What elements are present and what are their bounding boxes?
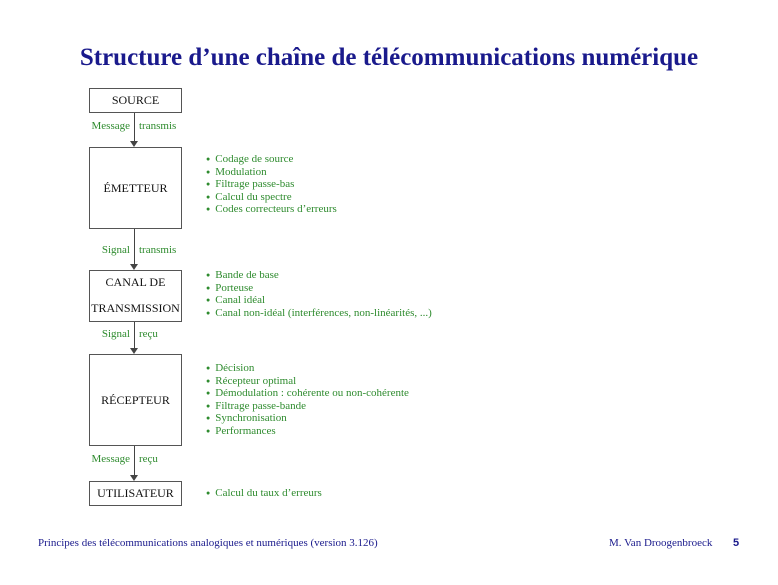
arrow-recepteur-utilisateur [134, 446, 135, 475]
emetteur-label: ÉMETTEUR [103, 180, 168, 195]
arrowhead-canal-recepteur [130, 348, 138, 354]
arrowhead-source-emetteur [130, 141, 138, 147]
recepteur-list [206, 362, 409, 438]
source-box [89, 88, 182, 113]
recepteur-label: RÉCEPTEUR [101, 392, 170, 407]
list-item: ● Démodulation : cohérente ou non-cohérente [206, 387, 409, 400]
source-label: SOURCE [111, 93, 160, 107]
footer-course-title: Principes des télécommunications analogiques et numériques (version 3.126) [38, 537, 378, 549]
emetteur-box [89, 147, 182, 229]
recepteur-box [89, 354, 182, 446]
utilisateur-label: UTILISATEUR [97, 486, 174, 500]
list-item: ● Filtrage passe-bande [206, 400, 409, 413]
link-2-right: transmis [139, 244, 177, 256]
arrowhead-recepteur-utilisateur [130, 475, 138, 481]
list-item: ● Codes correcteurs d’erreurs [206, 203, 337, 216]
list-item: ● Synchronisation [206, 412, 409, 425]
list-item: ● Calcul du spectre [206, 191, 337, 204]
utilisateur-box [89, 481, 182, 506]
emetteur-list [206, 153, 337, 216]
canal-label-line2: TRANSMISSION [91, 301, 180, 315]
list-item: ● Récepteur optimal [206, 375, 409, 388]
utilisateur-list [206, 487, 322, 500]
canal-label-line1: CANAL DE [105, 275, 166, 289]
arrow-emetteur-canal [134, 229, 135, 264]
page-number: 5 [733, 537, 740, 549]
list-item: ● Modulation [206, 166, 337, 179]
list-item: ● Performances [206, 425, 409, 438]
list-item: ● Filtrage passe-bas [206, 178, 337, 191]
list-item: ● Calcul du taux d’erreurs [206, 487, 322, 500]
page-title: Structure d’une chaîne de télécommunications numérique [79, 44, 699, 71]
link-1-left: Message [91, 120, 130, 132]
list-item: ● Canal non-idéal (interférences, non-linéarités, ...) [206, 307, 432, 320]
footer-author: M. Van Droogenbroeck [609, 537, 713, 549]
list-item: ● Codage de source [206, 153, 337, 166]
canal-box [89, 270, 182, 322]
link-4-left: Message [91, 453, 130, 465]
arrowhead-emetteur-canal [130, 264, 138, 270]
link-3-left: Signal [101, 328, 130, 340]
list-item: ● Canal idéal [206, 294, 432, 307]
link-4-right: reçu [139, 453, 158, 465]
list-item: ● Décision [206, 362, 409, 375]
link-2-left: Signal [101, 244, 130, 256]
arrow-canal-recepteur [134, 322, 135, 348]
canal-list [206, 269, 432, 319]
link-1-right: transmis [139, 120, 177, 132]
arrow-source-emetteur [134, 113, 135, 141]
link-3-right: reçu [139, 328, 158, 340]
list-item: ● Bande de base [206, 269, 432, 282]
list-item: ● Porteuse [206, 282, 432, 295]
